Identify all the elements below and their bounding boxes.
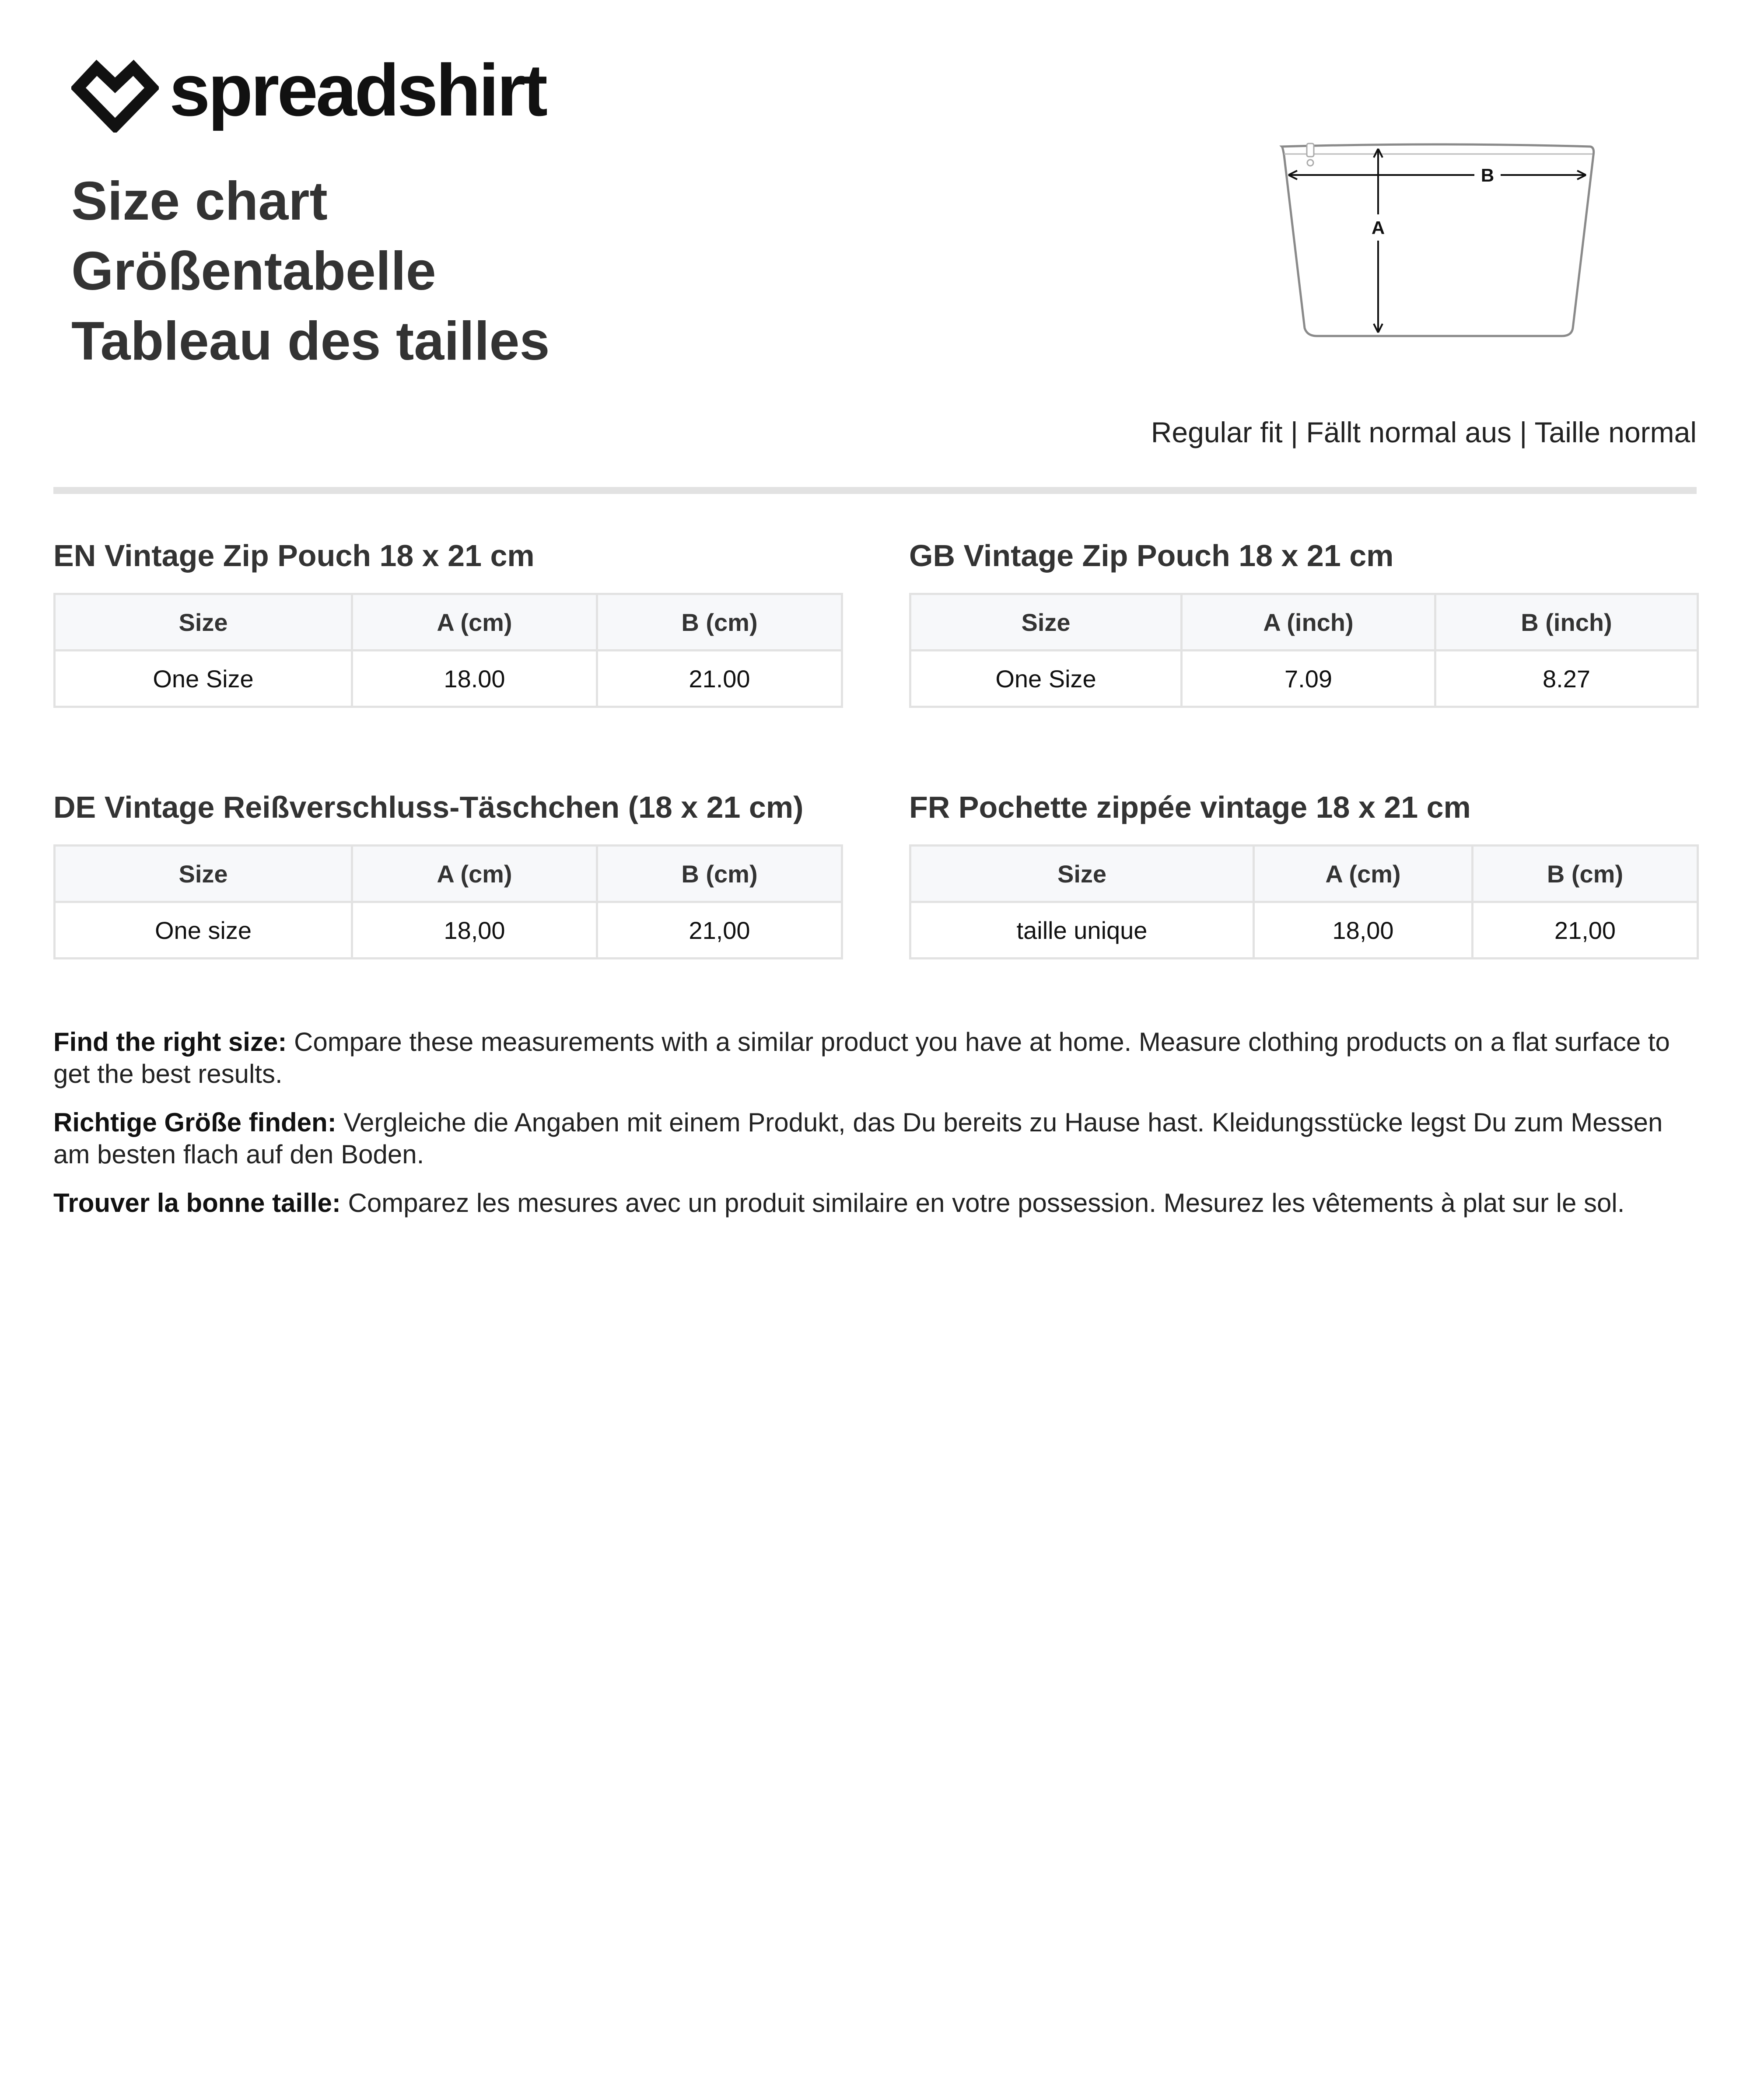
cell-size: One Size: [55, 651, 352, 707]
cell-size: One Size: [910, 651, 1182, 707]
table-row: [910, 902, 1698, 959]
note-label: Richtige Größe finden:: [53, 1108, 336, 1137]
section-title-gb: GB Vintage Zip Pouch 18 x 21 cm: [909, 539, 1394, 573]
table-header-row: [55, 846, 842, 902]
header-a: A (cm): [1254, 846, 1473, 902]
cell-a: 18.00: [352, 651, 597, 707]
cell-size: taille unique: [910, 902, 1254, 959]
cell-a: 7.09: [1182, 651, 1435, 707]
note-text: Compare these measurements with a similar product you have at home. Measure clothing products on a flat surface to get the best results.: [53, 1027, 1670, 1088]
fit-description: Regular fit | Fällt normal aus | Taille normal: [1151, 416, 1697, 448]
note-label: Trouver la bonne taille:: [53, 1188, 341, 1218]
brand-logo: [71, 49, 546, 133]
size-section-fr: [909, 788, 1697, 959]
table-row: [910, 651, 1698, 707]
header-a: A (inch): [1182, 594, 1435, 651]
section-title-fr: FR Pochette zippée vintage 18 x 21 cm: [909, 790, 1471, 824]
header-a: A (cm): [352, 846, 597, 902]
section-title-de: DE Vintage Reißverschluss-Täschchen (18 x 21 cm): [53, 790, 804, 824]
cell-a: 18,00: [1254, 902, 1473, 959]
header-size: Size: [910, 846, 1254, 902]
table-row: [55, 651, 842, 707]
note-text: Comparez les mesures avec un produit similaire en votre possession. Mesurez les vêtements à plat sur le sol.: [340, 1188, 1625, 1218]
size-table-en: [53, 593, 843, 708]
note-en: [53, 1026, 1697, 1090]
heart-diamond-logo-icon: [71, 58, 159, 133]
size-section-de: [53, 788, 841, 959]
note-de: [53, 1106, 1697, 1170]
table-header-row: [910, 846, 1698, 902]
cell-b: 21,00: [597, 902, 842, 959]
header-a: A (cm): [352, 594, 597, 651]
table-header-row: [55, 594, 842, 651]
size-table-de: [53, 844, 843, 959]
size-table-fr: [909, 844, 1699, 959]
header-b: B (cm): [1473, 846, 1698, 902]
header-divider: [53, 487, 1697, 494]
page-title-en: Size chart: [71, 171, 328, 231]
section-title-en: EN Vintage Zip Pouch 18 x 21 cm: [53, 539, 535, 573]
size-section-en: [53, 536, 841, 708]
header-size: Size: [55, 594, 352, 651]
cell-b: 21.00: [597, 651, 842, 707]
page-titles: [71, 166, 550, 376]
zip-pouch-diagram: [1269, 136, 1601, 348]
table-header-row: [910, 594, 1698, 651]
diagram-label-a: A: [1371, 217, 1385, 238]
header-b: B (cm): [597, 846, 842, 902]
note-fr: [53, 1187, 1697, 1219]
size-section-gb: [909, 536, 1697, 708]
diagram-label-b: B: [1480, 165, 1494, 186]
header-size: Size: [910, 594, 1182, 651]
table-row: [55, 902, 842, 959]
size-table-gb: [909, 593, 1699, 708]
page-title-fr: Tableau des tailles: [71, 311, 550, 371]
header-size: Size: [55, 846, 352, 902]
cell-a: 18,00: [352, 902, 597, 959]
header-b: B (cm): [597, 594, 842, 651]
cell-size: One size: [55, 902, 352, 959]
cell-b: 8.27: [1435, 651, 1698, 707]
measurement-notes: [53, 1026, 1697, 1236]
header-b: B (inch): [1435, 594, 1698, 651]
note-text: Vergleiche die Angaben mit einem Produkt, das Du bereits zu Hause hast. Kleidungsstücke legst Du zum Messen am besten flach auf den Boden.: [53, 1108, 1663, 1169]
note-label: Find the right size:: [53, 1027, 287, 1057]
zip-pouch-diagram-icon: [1269, 136, 1601, 346]
cell-b: 21,00: [1473, 902, 1698, 959]
brand-name: spreadshirt: [169, 49, 546, 131]
page-title-de: Größentabelle: [71, 241, 436, 301]
